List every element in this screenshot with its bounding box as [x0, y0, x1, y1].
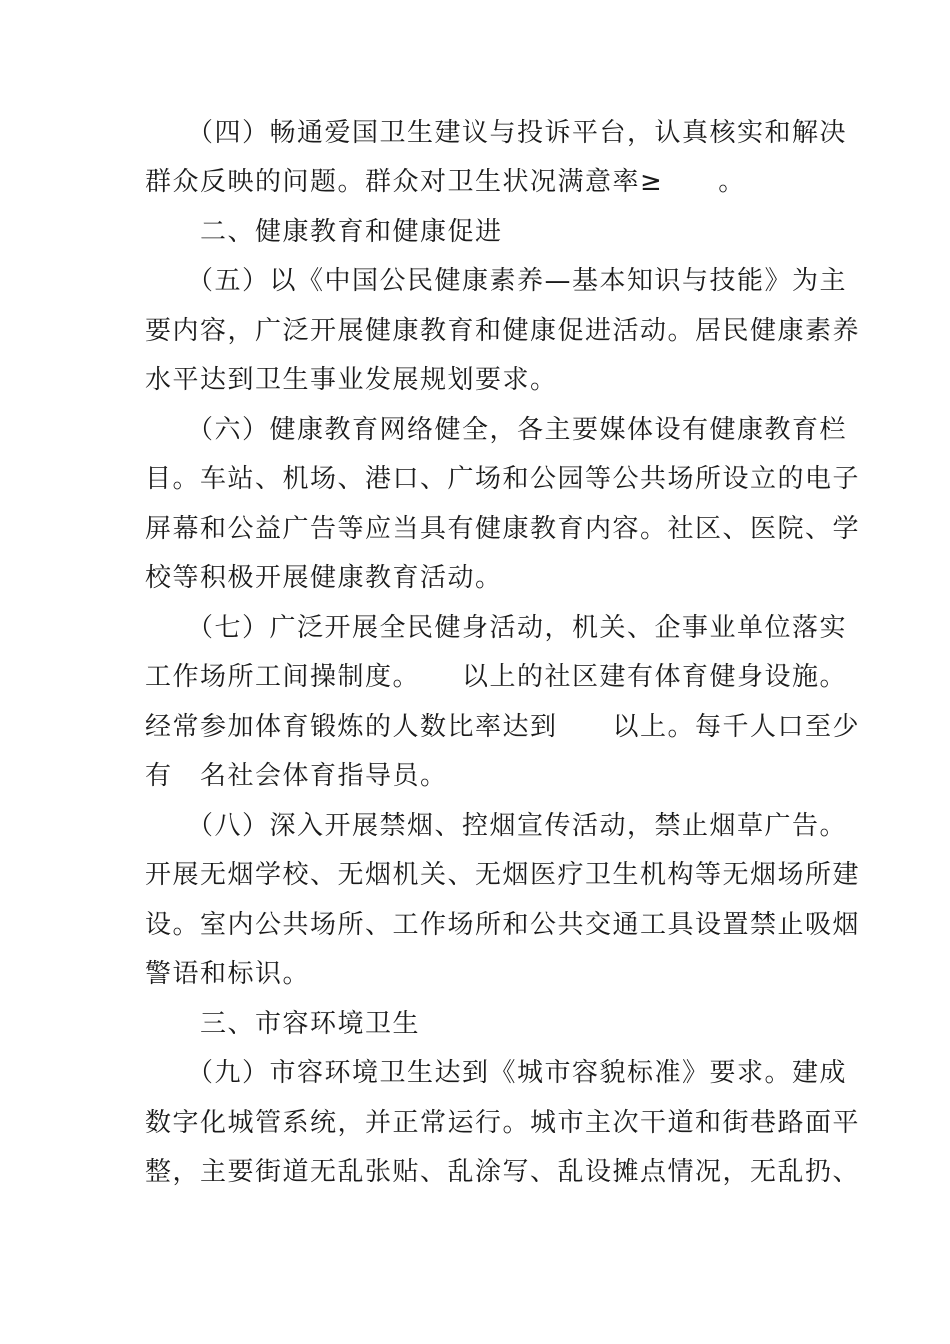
text-line: （七）广泛开展全民健身活动，机关、企事业单位落实 — [145, 613, 848, 643]
text-line: 设。室内公共场所、工作场所和公共交通工具设置禁止吸烟 — [145, 910, 861, 940]
text-line: 数字化城管系统，并正常运行。城市主次干道和街巷路面平 — [145, 1108, 861, 1138]
text-line: （九）市容环境卫生达到《城市容貌标准》要求。建成 — [145, 1058, 848, 1088]
text-line: 群众反映的问题。群众对卫生状况满意率≥ 。 — [145, 167, 746, 197]
section-heading: 三、市容环境卫生 — [145, 1009, 421, 1039]
text-line: 屏幕和公益广告等应当具有健康教育内容。社区、医院、学 — [145, 514, 861, 544]
section-heading: 二、健康教育和健康促进 — [145, 217, 503, 247]
text-line: 有 名社会体育指导员。 — [145, 761, 448, 791]
text-line: 水平达到卫生事业发展规划要求。 — [145, 365, 558, 395]
text-line: 经常参加体育锻炼的人数比率达到 以上。每千人口至少 — [145, 712, 861, 742]
text-line: 整，主要街道无乱张贴、乱涂写、乱设摊点情况，无乱扔、 — [145, 1157, 861, 1187]
text-line: 要内容，广泛开展健康教育和健康促进活动。居民健康素养 — [145, 316, 861, 346]
text-line: 目。车站、机场、港口、广场和公园等公共场所设立的电子 — [145, 464, 861, 494]
text-line: 开展无烟学校、无烟机关、无烟医疗卫生机构等无烟场所建 — [145, 860, 861, 890]
text-line: 校等积极开展健康教育活动。 — [145, 563, 503, 593]
text-line: （四）畅通爱国卫生建议与投诉平台，认真核实和解决 — [145, 118, 848, 148]
text-line: 警语和标识。 — [145, 959, 311, 989]
text-line: （六）健康教育网络健全，各主要媒体设有健康教育栏 — [145, 415, 848, 445]
text-line: 工作场所工间操制度。 以上的社区建有体育健身设施。 — [145, 662, 848, 692]
text-line: （八）深入开展禁烟、控烟宣传活动，禁止烟草广告。 — [145, 811, 848, 841]
text-line: （五）以《中国公民健康素养—基本知识与技能》为主 — [145, 266, 848, 296]
